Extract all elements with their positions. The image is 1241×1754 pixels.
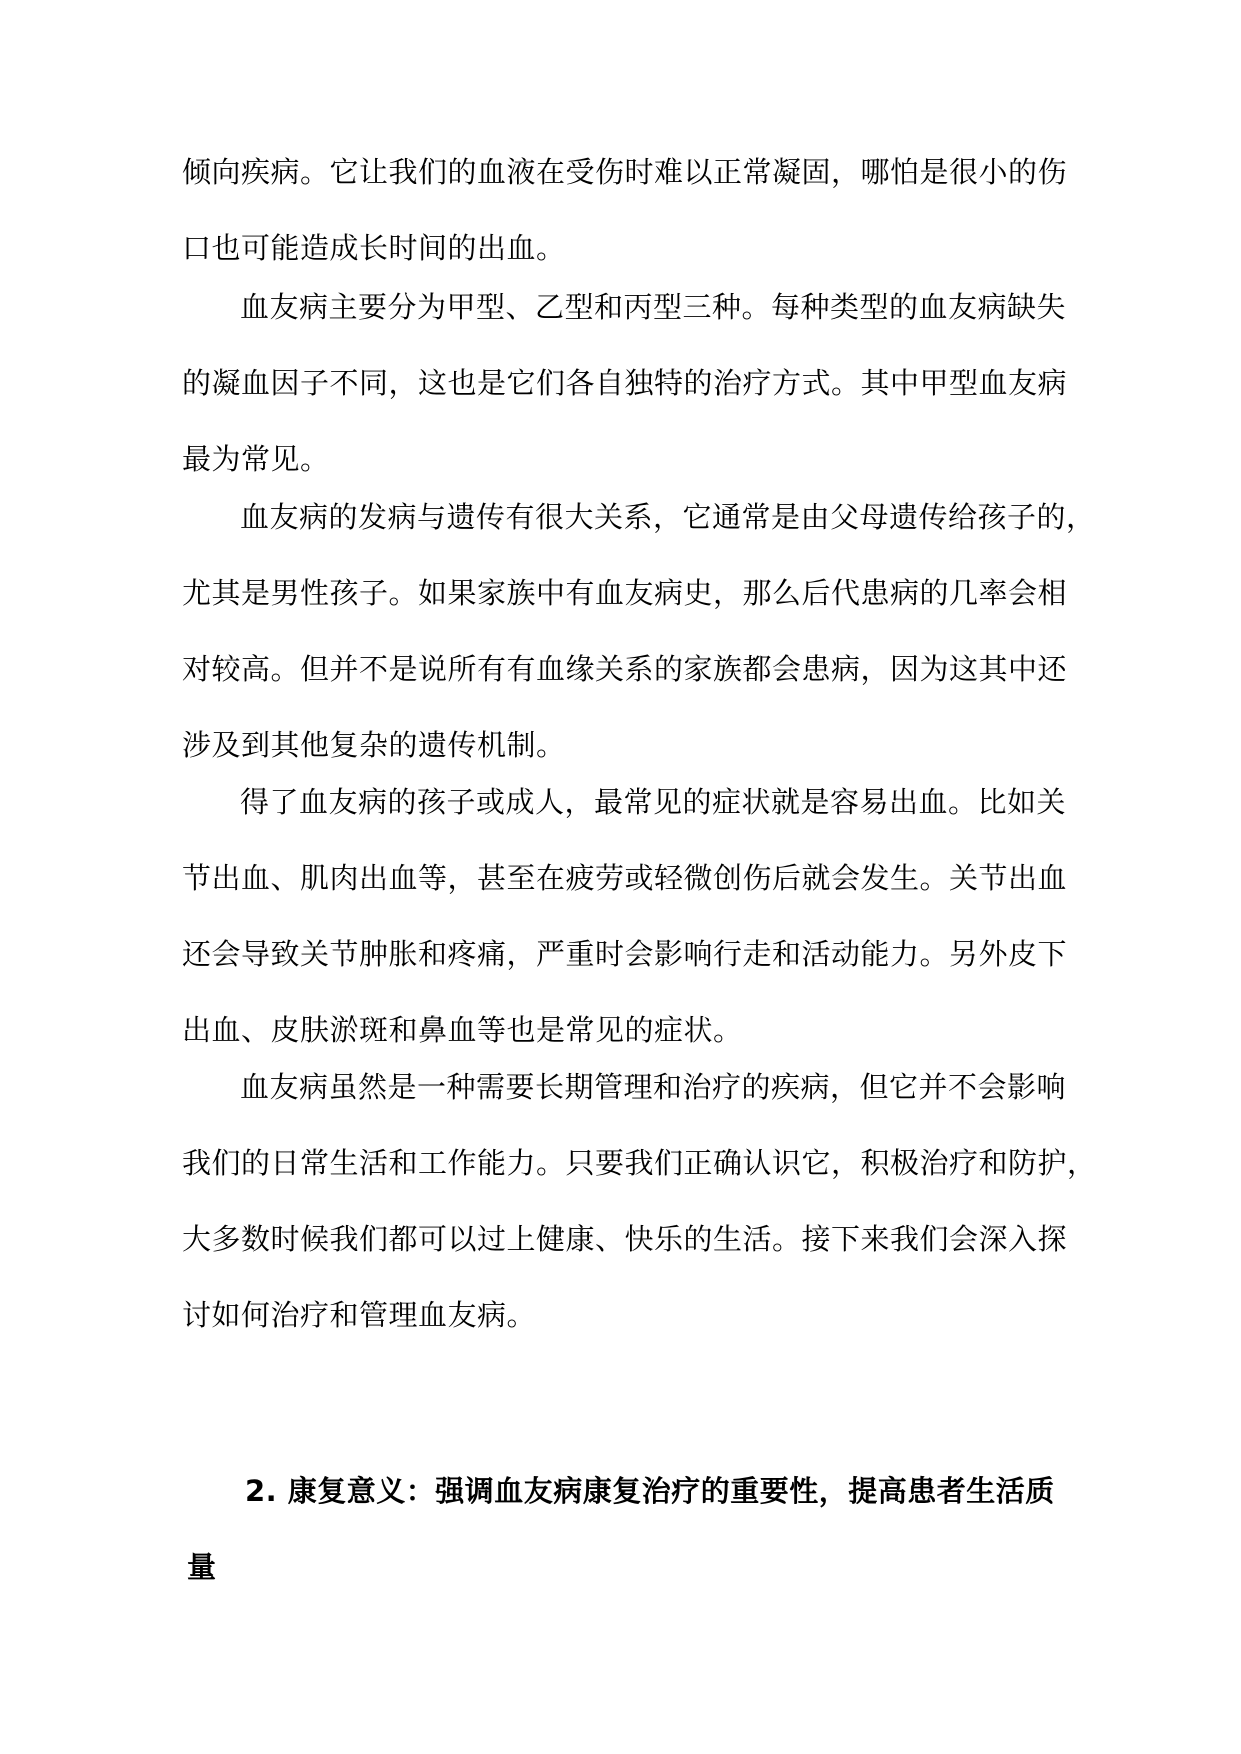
text-line: 血友病的发病与遗传有很大关系，它通常是由父母遗传给孩子的， — [240, 500, 1096, 534]
section-heading-continuation: 量 — [187, 1550, 217, 1584]
text-line: 还会导致关节肿胀和疼痛，严重时会影响行走和活动能力。另外皮下 — [182, 937, 1068, 971]
text-line: 我们的日常生活和工作能力。只要我们正确认识它，积极治疗和防护， — [182, 1146, 1097, 1180]
text-line: 血友病主要分为甲型、乙型和丙型三种。每种类型的血友病缺失 — [240, 290, 1067, 324]
text-line: 讨如何治疗和管理血友病。 — [182, 1298, 537, 1332]
paragraph — [182, 485, 1096, 789]
text-line: 涉及到其他复杂的遗传机制。 — [182, 728, 566, 762]
text-line: 倾向疾病。它让我们的血液在受伤时难以正常凝固，哪怕是很小的伤 — [182, 155, 1068, 189]
paragraph — [182, 140, 1067, 292]
paragraph — [182, 770, 1067, 1074]
text-line: 血友病虽然是一种需要长期管理和治疗的疾病，但它并不会影响 — [240, 1070, 1067, 1104]
text-line: 出血、皮肤淤斑和鼻血等也是常见的症状。 — [182, 1013, 743, 1047]
text-line: 对较高。但并不是说所有有血缘关系的家族都会患病，因为这其中还 — [182, 652, 1068, 686]
section-heading: 2. 康复意义：强调血友病康复治疗的重要性，提高患者生活质 — [245, 1474, 1055, 1508]
text-line: 尤其是男性孩子。如果家族中有血友病史，那么后代患病的几率会相 — [182, 576, 1068, 610]
text-line: 最为常见。 — [182, 442, 330, 476]
text-line: 口也可能造成长时间的出血。 — [182, 231, 566, 265]
paragraph — [182, 1055, 1097, 1359]
text-line: 大多数时候我们都可以过上健康、快乐的生活。接下来我们会深入探 — [182, 1222, 1068, 1256]
text-line: 的凝血因子不同，这也是它们各自独特的治疗方式。其中甲型血友病 — [182, 366, 1068, 400]
text-line: 节出血、肌肉出血等，甚至在疲劳或轻微创伤后就会发生。关节出血 — [182, 861, 1068, 895]
text-line: 得了血友病的孩子或成人，最常见的症状就是容易出血。比如关 — [240, 785, 1067, 819]
paragraph — [182, 275, 1067, 503]
